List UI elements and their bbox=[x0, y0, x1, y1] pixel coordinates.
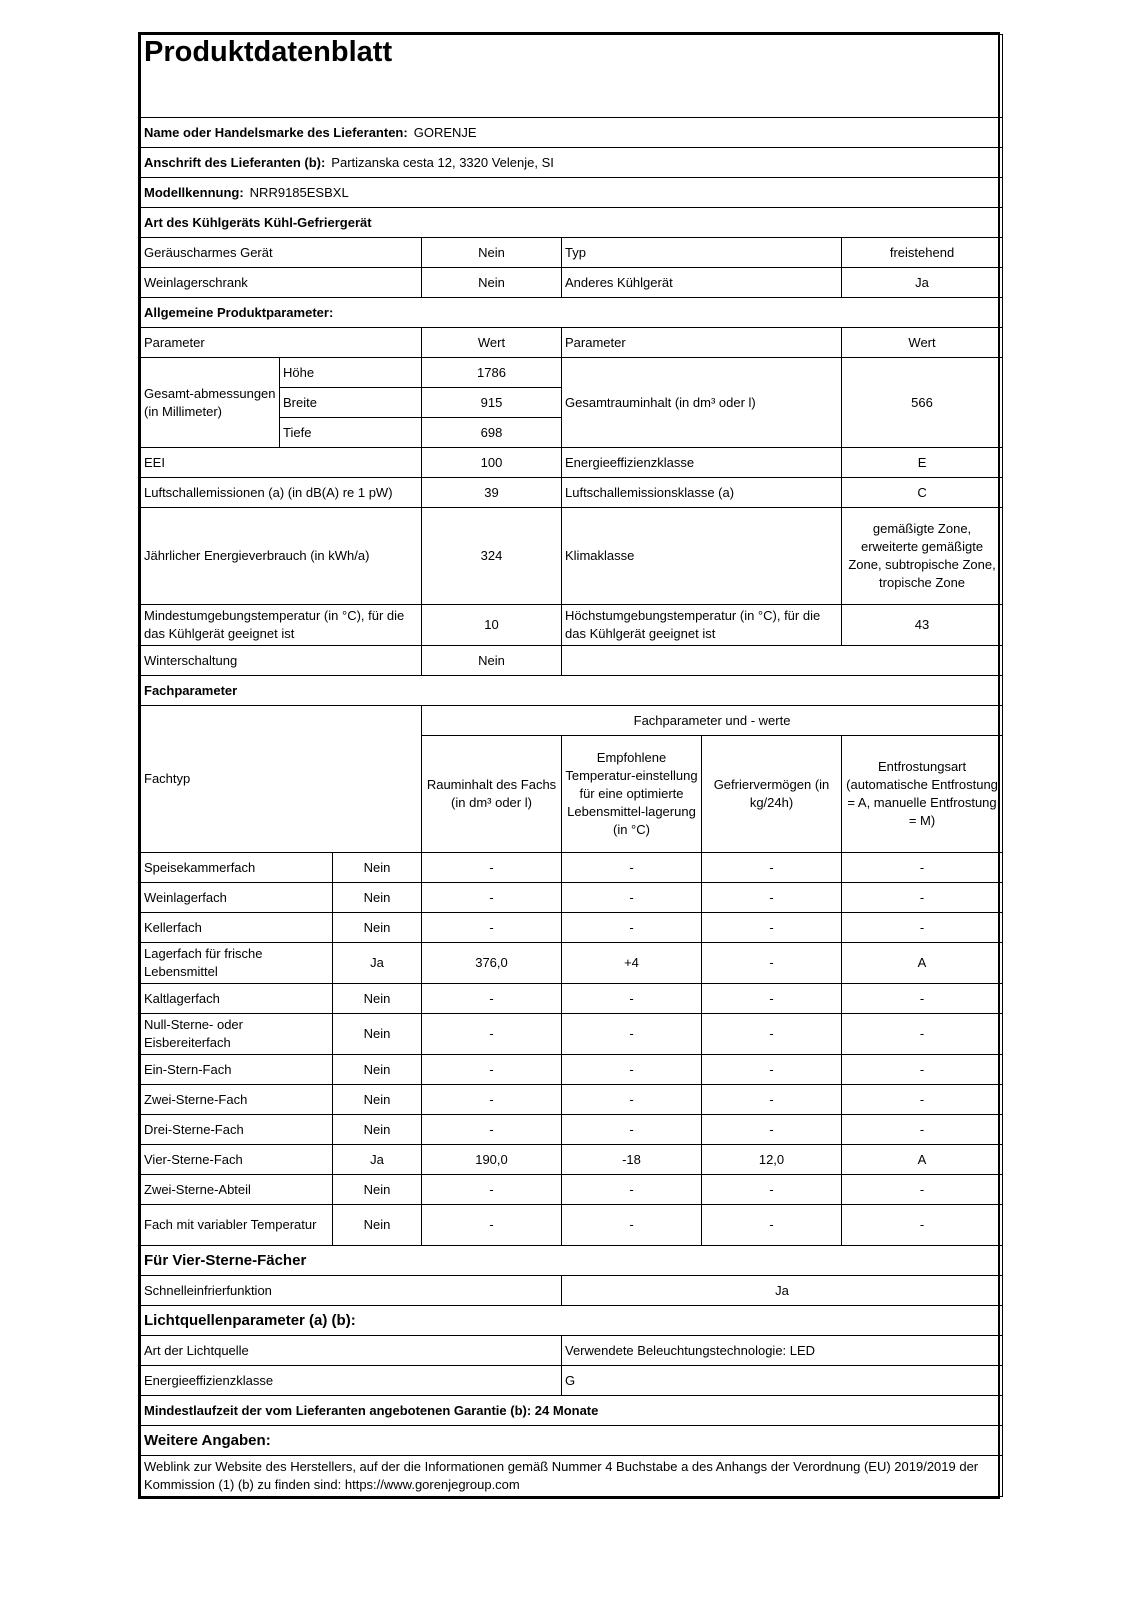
compartment-freeze-cell: - bbox=[702, 943, 842, 984]
depth-value: 698 bbox=[422, 418, 562, 448]
compartment-name-cell: Zwei-Sterne-Fach bbox=[141, 1085, 333, 1115]
supplier-label: Name oder Handelsmarke des Lieferanten: bbox=[144, 124, 408, 140]
col-value-right: Wert bbox=[842, 328, 1003, 358]
compartment-freeze-cell: - bbox=[702, 1055, 842, 1085]
compartment-defrost-cell: - bbox=[842, 1205, 1003, 1246]
device-type-row bbox=[141, 208, 1003, 238]
low-noise-row bbox=[141, 238, 1003, 268]
eei-value: 100 bbox=[422, 448, 562, 478]
col-defrost-header: Entfrostungsart (automatische Entfrostung = A, manuelle Entfrostung = M) bbox=[842, 736, 1003, 853]
compartment-volume-cell: - bbox=[422, 883, 562, 913]
footer-table bbox=[140, 1245, 1003, 1497]
compartments-group-header-row bbox=[141, 706, 1003, 736]
compartment-defrost-cell: - bbox=[842, 913, 1003, 943]
model-value: NRR9185ESBXL bbox=[249, 184, 349, 200]
light-type-label: Art der Lichtquelle bbox=[141, 1336, 562, 1366]
compartment-defrost-cell: A bbox=[842, 1145, 1003, 1175]
compartment-present-cell: Ja bbox=[333, 1145, 422, 1175]
compartment-present-cell: Nein bbox=[333, 1115, 422, 1145]
compartment-volume-cell: - bbox=[422, 1085, 562, 1115]
compartment-name-cell: Kaltlagerfach bbox=[141, 984, 333, 1014]
general-params-heading: Allgemeine Produktparameter: bbox=[141, 298, 1003, 328]
energy-class-value: E bbox=[842, 448, 1003, 478]
compartment-freeze-cell: 12,0 bbox=[702, 1145, 842, 1175]
compartment-temp-cell: - bbox=[562, 1085, 702, 1115]
winter-empty-cell bbox=[562, 646, 1003, 676]
compartment-row bbox=[141, 1085, 1003, 1115]
compartment-defrost-cell: A bbox=[842, 943, 1003, 984]
compartment-defrost-cell: - bbox=[842, 1085, 1003, 1115]
compartment-freeze-cell: - bbox=[702, 1175, 842, 1205]
volume-label: Gesamtrauminhalt (in dm³ oder l) bbox=[562, 358, 842, 448]
compartment-defrost-cell: - bbox=[842, 1055, 1003, 1085]
compartment-defrost-cell: - bbox=[842, 984, 1003, 1014]
compartment-row bbox=[141, 984, 1003, 1014]
compartments-table bbox=[140, 852, 1003, 1246]
compartment-name-cell: Zwei-Sterne-Abteil bbox=[141, 1175, 333, 1205]
compartment-freeze-cell: - bbox=[702, 883, 842, 913]
height-value: 1786 bbox=[422, 358, 562, 388]
compartment-row bbox=[141, 853, 1003, 883]
further-info-heading: Weitere Angaben: bbox=[141, 1426, 1003, 1456]
model-row bbox=[141, 178, 1003, 208]
compartment-volume-cell: 376,0 bbox=[422, 943, 562, 984]
compartment-freeze-cell: - bbox=[702, 1014, 842, 1055]
winter-row bbox=[141, 646, 1003, 676]
compartment-name-cell: Drei-Sterne-Fach bbox=[141, 1115, 333, 1145]
wine-value: Nein bbox=[422, 268, 562, 298]
weblink-url[interactable]: https://www.gorenjegroup.com bbox=[344, 1477, 520, 1492]
compartment-volume-cell: - bbox=[422, 913, 562, 943]
compartment-freeze-cell: - bbox=[702, 913, 842, 943]
low-noise-value: Nein bbox=[422, 238, 562, 268]
winter-label: Winterschaltung bbox=[141, 646, 422, 676]
warranty-label: Mindestlaufzeit der vom Lieferanten angebotenen Garantie (b): bbox=[144, 1402, 532, 1418]
compartment-row bbox=[141, 1205, 1003, 1246]
compartment-temp-cell: - bbox=[562, 1014, 702, 1055]
ambient-temp-row bbox=[141, 605, 1003, 646]
compartment-temp-cell: - bbox=[562, 913, 702, 943]
type-value: freistehend bbox=[842, 238, 1003, 268]
params-header-row bbox=[141, 328, 1003, 358]
warranty-value: 24 Monate bbox=[534, 1402, 599, 1418]
compartment-volume-cell: - bbox=[422, 1205, 562, 1246]
compartment-present-cell: Nein bbox=[333, 1014, 422, 1055]
energy-label: Jährlicher Energieverbrauch (in kWh/a) bbox=[141, 508, 422, 605]
volume-value: 566 bbox=[842, 358, 1003, 448]
col-temp-header: Empfohlene Temperatur-einstellung für eine optimierte Lebensmittel-lagerung (in °C) bbox=[562, 736, 702, 853]
compartment-temp-cell: -18 bbox=[562, 1145, 702, 1175]
weblink-row bbox=[141, 1456, 1003, 1497]
compartment-freeze-cell: - bbox=[702, 1205, 842, 1246]
supplier-row bbox=[141, 118, 1003, 148]
col-param-right: Parameter bbox=[562, 328, 842, 358]
height-label: Höhe bbox=[280, 358, 422, 388]
compartment-present-cell: Nein bbox=[333, 984, 422, 1014]
climate-value: gemäßigte Zone, erweiterte gemäßigte Zone, subtropische Zone, tropische Zone bbox=[842, 508, 1003, 605]
compartment-name-cell: Speisekammerfach bbox=[141, 853, 333, 883]
address-row bbox=[141, 148, 1003, 178]
compartment-defrost-cell: - bbox=[842, 1115, 1003, 1145]
compartment-volume-cell: - bbox=[422, 853, 562, 883]
supplier-value: GORENJE bbox=[413, 124, 477, 140]
winter-value: Nein bbox=[422, 646, 562, 676]
light-class-label: Energieeffizienzklasse bbox=[141, 1366, 562, 1396]
low-noise-label: Geräuscharmes Gerät bbox=[141, 238, 422, 268]
noise-value: 39 bbox=[422, 478, 562, 508]
light-heading: Lichtquellenparameter (a) (b): bbox=[141, 1306, 1003, 1336]
compartment-volume-cell: - bbox=[422, 984, 562, 1014]
compartment-name-cell: Fach mit variabler Temperatur bbox=[141, 1205, 333, 1246]
address-label: Anschrift des Lieferanten (b): bbox=[144, 154, 326, 170]
energy-row bbox=[141, 508, 1003, 605]
device-type-label: Art des Kühlgeräts bbox=[144, 214, 261, 230]
noise-class-value: C bbox=[842, 478, 1003, 508]
compartment-defrost-cell: - bbox=[842, 1175, 1003, 1205]
compartment-temp-cell: - bbox=[562, 883, 702, 913]
light-type-row bbox=[141, 1336, 1003, 1366]
compartment-name-cell: Kellerfach bbox=[141, 913, 333, 943]
compartment-row bbox=[141, 1115, 1003, 1145]
min-temp-label: Mindestumgebungstemperatur (in °C), für die das Kühlgerät geeignet ist bbox=[141, 605, 422, 646]
width-label: Breite bbox=[280, 388, 422, 418]
depth-label: Tiefe bbox=[280, 418, 422, 448]
quick-freeze-label: Schnelleinfrierfunktion bbox=[141, 1276, 562, 1306]
compartment-row bbox=[141, 1014, 1003, 1055]
dimension-row-height bbox=[141, 358, 1003, 388]
compartment-present-cell: Nein bbox=[333, 1175, 422, 1205]
compartment-temp-cell: - bbox=[562, 1115, 702, 1145]
four-star-heading: Für Vier-Sterne-Fächer bbox=[141, 1246, 1003, 1276]
compartment-defrost-cell: - bbox=[842, 853, 1003, 883]
compartment-temp-cell: - bbox=[562, 1205, 702, 1246]
data-sheet-table bbox=[140, 34, 1003, 853]
other-value: Ja bbox=[842, 268, 1003, 298]
compartment-name-cell: Lagerfach für frische Lebensmittel bbox=[141, 943, 333, 984]
weblink-text: Weblink zur Website des Herstellers, auf der die Informationen gemäß Nummer 4 Buchstabe a des Anhangs der Verordnung (EU) 2019/2019 der Kommission (1) (b) zu finden sind: bbox=[144, 1459, 979, 1492]
page-title: Produktdatenblatt bbox=[141, 35, 1003, 118]
compartment-name-cell: Null-Sterne- oder Eisbereiterfach bbox=[141, 1014, 333, 1055]
noise-row bbox=[141, 478, 1003, 508]
width-value: 915 bbox=[422, 388, 562, 418]
quick-freeze-row bbox=[141, 1276, 1003, 1306]
compartment-volume-cell: - bbox=[422, 1175, 562, 1205]
wine-label: Weinlagerschrank bbox=[141, 268, 422, 298]
compartment-group-header: Fachparameter und - werte bbox=[422, 706, 1003, 736]
compartment-temp-cell: +4 bbox=[562, 943, 702, 984]
compartment-row bbox=[141, 1175, 1003, 1205]
eei-row bbox=[141, 448, 1003, 478]
compartment-present-cell: Nein bbox=[333, 913, 422, 943]
energy-value: 324 bbox=[422, 508, 562, 605]
compartment-present-cell: Nein bbox=[333, 1085, 422, 1115]
warranty-row bbox=[141, 1396, 1003, 1426]
noise-class-label: Luftschallemissionsklasse (a) bbox=[562, 478, 842, 508]
noise-label: Luftschallemissionen (a) (in dB(A) re 1 pW) bbox=[141, 478, 422, 508]
compartment-row bbox=[141, 913, 1003, 943]
product-data-sheet bbox=[138, 32, 1000, 1499]
col-freeze-header: Gefriervermögen (in kg/24h) bbox=[702, 736, 842, 853]
compartments-heading: Fachparameter bbox=[141, 676, 1003, 706]
compartment-temp-cell: - bbox=[562, 984, 702, 1014]
light-class-row bbox=[141, 1366, 1003, 1396]
compartment-freeze-cell: - bbox=[702, 1115, 842, 1145]
compartment-volume-cell: - bbox=[422, 1115, 562, 1145]
climate-label: Klimaklasse bbox=[562, 508, 842, 605]
compartment-volume-cell: 190,0 bbox=[422, 1145, 562, 1175]
compartment-row bbox=[141, 1145, 1003, 1175]
compartment-name-cell: Weinlagerfach bbox=[141, 883, 333, 913]
col-param-left: Parameter bbox=[141, 328, 422, 358]
compartment-rows bbox=[141, 853, 1003, 1246]
dimensions-label: Gesamt-abmessungen (in Millimeter) bbox=[141, 358, 280, 448]
col-volume-header: Rauminhalt des Fachs (in dm³ oder l) bbox=[422, 736, 562, 853]
compartment-row bbox=[141, 943, 1003, 984]
compartment-volume-cell: - bbox=[422, 1055, 562, 1085]
compartment-temp-cell: - bbox=[562, 1055, 702, 1085]
compartment-defrost-cell: - bbox=[842, 1014, 1003, 1055]
compartment-present-cell: Ja bbox=[333, 943, 422, 984]
compartment-volume-cell: - bbox=[422, 1014, 562, 1055]
compartment-present-cell: Nein bbox=[333, 1055, 422, 1085]
compartment-name-cell: Ein-Stern-Fach bbox=[141, 1055, 333, 1085]
max-temp-value: 43 bbox=[842, 605, 1003, 646]
compartment-freeze-cell: - bbox=[702, 853, 842, 883]
min-temp-value: 10 bbox=[422, 605, 562, 646]
compartment-freeze-cell: - bbox=[702, 984, 842, 1014]
device-type-value: Kühl-Gefriergerät bbox=[263, 214, 372, 230]
compartment-row bbox=[141, 883, 1003, 913]
compartment-present-cell: Nein bbox=[333, 883, 422, 913]
address-value: Partizanska cesta 12, 3320 Velenje, SI bbox=[331, 154, 554, 170]
wine-row bbox=[141, 268, 1003, 298]
col-value-left: Wert bbox=[422, 328, 562, 358]
compartment-name-cell: Vier-Sterne-Fach bbox=[141, 1145, 333, 1175]
compartment-temp-cell: - bbox=[562, 1175, 702, 1205]
model-label: Modellkennung: bbox=[144, 184, 244, 200]
quick-freeze-value: Ja bbox=[562, 1276, 1003, 1306]
compartment-temp-cell: - bbox=[562, 853, 702, 883]
compartment-row bbox=[141, 1055, 1003, 1085]
other-label: Anderes Kühlgerät bbox=[562, 268, 842, 298]
compartment-type-header: Fachtyp bbox=[141, 706, 422, 853]
light-type-value: Verwendete Beleuchtungstechnologie: LED bbox=[562, 1336, 1003, 1366]
compartment-defrost-cell: - bbox=[842, 883, 1003, 913]
light-class-value: G bbox=[562, 1366, 1003, 1396]
energy-class-label: Energieeffizienzklasse bbox=[562, 448, 842, 478]
max-temp-label: Höchstumgebungstemperatur (in °C), für die das Kühlgerät geeignet ist bbox=[562, 605, 842, 646]
type-label: Typ bbox=[562, 238, 842, 268]
compartment-present-cell: Nein bbox=[333, 1205, 422, 1246]
eei-label: EEI bbox=[141, 448, 422, 478]
compartment-present-cell: Nein bbox=[333, 853, 422, 883]
compartment-freeze-cell: - bbox=[702, 1085, 842, 1115]
